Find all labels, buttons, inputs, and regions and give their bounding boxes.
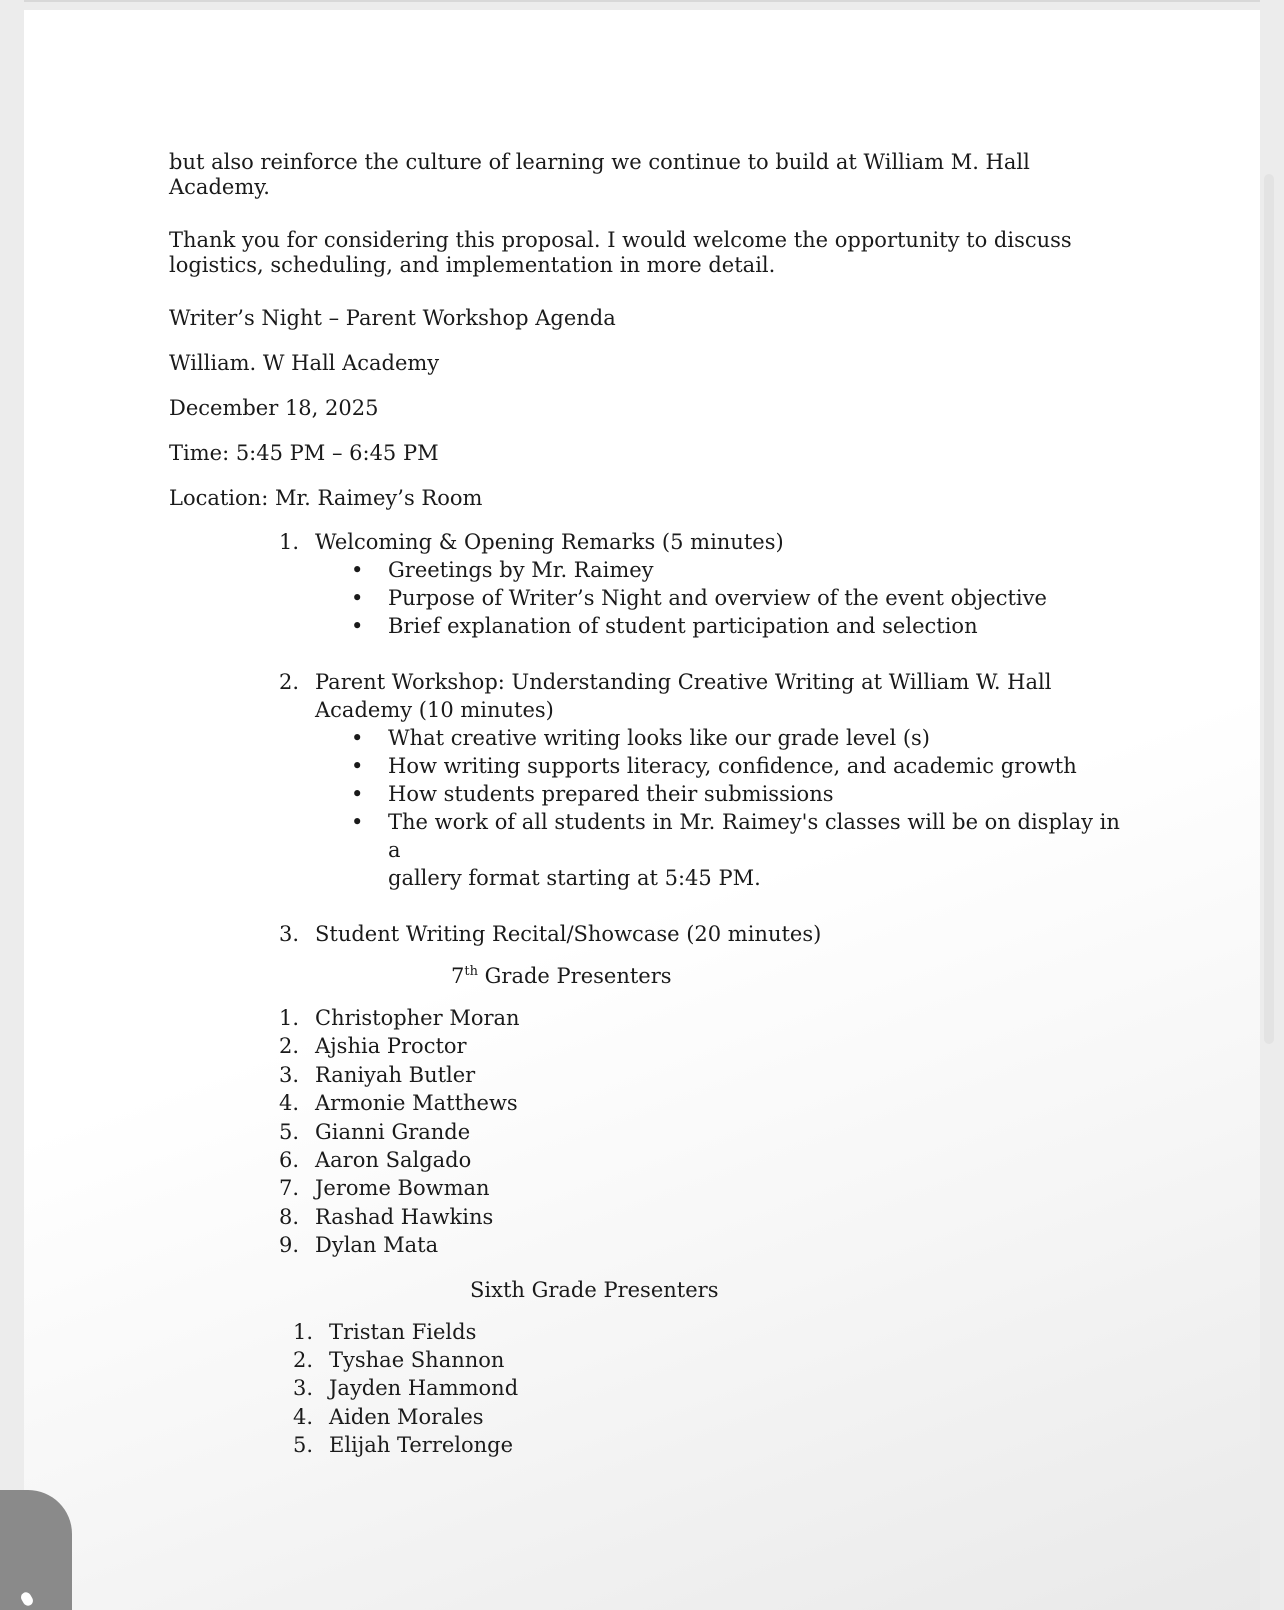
thanks-line: logistics, scheduling, and implementation in more detail. [169, 253, 776, 277]
presenter-item [169, 1118, 1129, 1146]
intro-line: but also reinforce the culture of learning we continue to build at William M. Hall [169, 150, 1030, 174]
presenter-number: 3. [279, 1062, 300, 1087]
school-name: William. W Hall Academy [169, 351, 440, 375]
bullet-icon: • [351, 726, 364, 750]
presenter-name: Jerome Bowman [315, 1176, 490, 1201]
bullet-icon: • [351, 782, 364, 806]
presenter-name: Rashad Hawkins [315, 1204, 494, 1229]
agenda-bullet [315, 724, 1129, 752]
presenter-item [169, 1203, 1129, 1231]
presenter-item [169, 1061, 1129, 1089]
presenter-number: 1. [279, 1006, 300, 1030]
presenter-number: 9. [279, 1233, 300, 1258]
bullet-icon: • [351, 558, 364, 582]
presenter-name: Ajshia Proctor [315, 1034, 467, 1059]
presenter-item [169, 1318, 1129, 1346]
document-body [169, 150, 1129, 1476]
sixth-grade-presenter-list [169, 1318, 1129, 1460]
overlay-corner-tab [0, 1490, 72, 1610]
presenter-item [169, 1374, 1129, 1402]
agenda-bullet [315, 752, 1129, 780]
agenda-bullet [315, 556, 1129, 584]
seventh-grade-heading-text: Grade Presenters [477, 964, 672, 988]
presenter-number: 2. [279, 1034, 300, 1059]
agenda-item [169, 528, 1129, 640]
presenter-number: 3. [293, 1376, 314, 1401]
presenter-name: Tyshae Shannon [329, 1348, 505, 1373]
agenda-item-title: Academy (10 minutes) [315, 698, 554, 722]
presenter-number: 6. [279, 1148, 300, 1173]
presenter-number: 8. [279, 1204, 300, 1229]
agenda-item [169, 668, 1129, 892]
agenda-bullet-list [315, 556, 1129, 640]
seventh-grade-heading-sup: th [464, 964, 478, 979]
presenter-name: Raniyah Butler [315, 1062, 476, 1087]
event-time: Time: 5:45 PM – 6:45 PM [169, 441, 439, 465]
agenda-item-title: Parent Workshop: Understanding Creative Writing at William W. Hall [315, 670, 1052, 694]
presenter-number: 4. [293, 1404, 314, 1429]
agenda-item-title: Welcoming & Opening Remarks (5 minutes) [315, 530, 784, 554]
presenter-number: 2. [293, 1348, 314, 1373]
thanks-line: Thank you for considering this proposal. I would welcome the opportunity to discuss [169, 228, 1072, 252]
agenda-item [169, 920, 1129, 948]
agenda-bullet-text: How writing supports literacy, confidence, and academic growth [388, 754, 1077, 778]
agenda-item-title: Student Writing Recital/Showcase (20 minutes) [315, 922, 822, 946]
seventh-grade-heading-num: 7 [451, 964, 465, 988]
bullet-icon: • [351, 614, 364, 638]
presenter-item [169, 1004, 1129, 1032]
agenda-bullet-text: gallery format starting at 5:45 PM. [388, 866, 761, 890]
presenter-name: Dylan Mata [315, 1233, 439, 1258]
presenter-name: Christopher Moran [315, 1006, 520, 1030]
agenda-item-number: 2. [279, 670, 300, 694]
presenter-name: Elijah Terrelonge [329, 1433, 514, 1458]
presenter-name: Aiden Morales [329, 1404, 484, 1429]
thanks-paragraph [169, 228, 1129, 278]
sixth-grade-heading: Sixth Grade Presenters [470, 1277, 719, 1302]
presenter-item [169, 1032, 1129, 1060]
presenter-number: 4. [279, 1091, 300, 1116]
presenter-number: 5. [293, 1433, 314, 1458]
presenter-item [169, 1146, 1129, 1174]
event-date: December 18, 2025 [169, 396, 379, 420]
presenter-name: Armonie Matthews [315, 1091, 518, 1116]
presenter-number: 5. [279, 1119, 300, 1144]
page-top-edge [24, 0, 1260, 2]
presenter-name: Tristan Fields [329, 1319, 477, 1344]
bullet-icon: • [351, 586, 364, 610]
presenter-name: Gianni Grande [315, 1119, 471, 1144]
presenter-item [169, 1346, 1129, 1374]
agenda-bullet [315, 780, 1129, 808]
agenda-item-number: 1. [279, 530, 300, 554]
agenda-bullet [315, 584, 1129, 612]
presenter-item [169, 1231, 1129, 1259]
agenda-bullet [315, 808, 1129, 892]
overlay-nib [19, 1590, 35, 1607]
agenda-bullet-text: What creative writing looks like our grade level (s) [388, 726, 931, 750]
presenter-item [169, 1174, 1129, 1202]
agenda-bullet-text: How students prepared their submissions [388, 782, 834, 806]
presenter-number: 7. [279, 1176, 300, 1201]
agenda-bullet-text: The work of all students in Mr. Raimey's classes will be on display in a [388, 810, 1120, 862]
agenda-bullet-list [315, 724, 1129, 892]
agenda-bullet-text: Brief explanation of student participation and selection [388, 614, 978, 638]
presenter-number: 1. [293, 1319, 314, 1344]
presenter-item [169, 1089, 1129, 1117]
presenter-item [169, 1431, 1129, 1459]
intro-line: Academy. [169, 175, 270, 199]
presenter-name: Aaron Salgado [315, 1148, 472, 1173]
bullet-icon: • [351, 754, 364, 778]
agenda-bullet-text: Purpose of Writer’s Night and overview of the event objective [388, 586, 1047, 610]
bullet-icon: • [351, 810, 364, 834]
agenda-title: Writer’s Night – Parent Workshop Agenda [169, 306, 616, 330]
agenda-item-number: 3. [279, 922, 300, 946]
seventh-grade-presenter-list [169, 1004, 1129, 1260]
event-location: Location: Mr. Raimey’s Room [169, 486, 483, 510]
agenda-list [169, 528, 1129, 948]
vertical-scrollbar[interactable] [1264, 174, 1274, 1044]
presenter-item [169, 1403, 1129, 1431]
intro-paragraph [169, 150, 1129, 200]
presenter-name: Jayden Hammond [329, 1376, 519, 1401]
agenda-bullet [315, 612, 1129, 640]
seventh-grade-heading [169, 962, 1129, 990]
agenda-bullet-text: Greetings by Mr. Raimey [388, 558, 654, 582]
